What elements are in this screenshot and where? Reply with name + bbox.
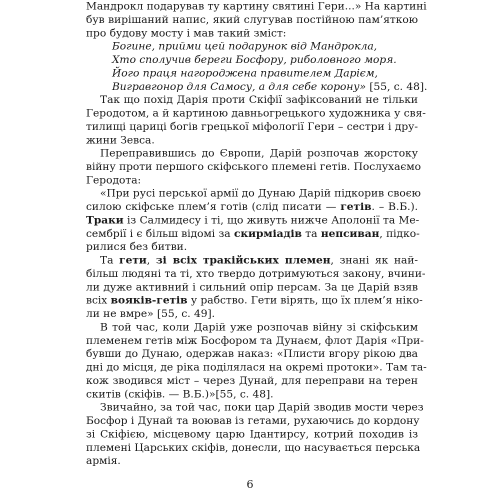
bold-term: скирміадів [234,228,302,240]
text-line: війну проти першого скіфського племені гетів. Послухаємо [86,161,421,173]
text-line: всіх вояків-гетів у рабство. Гети вірять, що їх плем’я ніко- [86,295,423,307]
text-line: сембрії і є більш відомі за скирміадів та непсиван, підко- [86,228,420,240]
bold-term: зі всіх тракійських племен [155,254,331,267]
bold-term: непсиван [320,228,380,240]
verse-line: Хто сполучив береги Босфору, риболовного моря. [112,54,397,66]
bold-term: вояків-гетів [110,295,188,307]
text-line: племенем гетів між Босфором та Дунаєм, флот Дарія «При- [86,335,424,347]
verse-line: Його праця нагороджена правителем Дарієм, [112,67,378,80]
text-line: рилися без битви. [86,241,188,254]
text-line: Геродотом, а й картиною давньогрецького художника у свя- [86,107,426,120]
text-line: Так що похід Дарія проти Скіфії зафіксований не тільки [100,94,418,107]
text-line: зі Скіфією, місцевому царю Ідантирсу, котрий походив із [86,428,418,441]
text-line: ли дуже активний і сильний опір персам. За це Дарій взяв [86,281,418,294]
text-line: армія. [86,455,121,467]
text-line: Геродота: [86,174,142,187]
text-line: Траки із Салмидесу і ті, що живуть нижче Аполонії та Ме- [86,214,420,227]
bold-term: гети [119,254,147,267]
page-number: 6 [246,478,254,491]
bold-term: гетів [340,201,372,213]
text-line: силою скіфське плем’я готів (слід писати — гетів. – В.Б.). [86,201,418,213]
text-line: Та гети, зі всіх тракійських племен, знані як най- [100,254,418,267]
citation: [55, с. 48]. [369,81,428,93]
text-line: був вирішаний напис, який слугував постійною пам’яткою [86,14,418,26]
text-line: дні до місця, де ріка поділялася на окремі протоки». Там та- [86,361,427,374]
verse-line: Вигравгонор для Самосу, а для себе корону» [55, с. 48]. [112,81,428,93]
bold-term: Траки [86,214,124,227]
text-line: ли не вмре» [55, с. 49]. [86,308,215,320]
text-line: Переправившись до Європи, Дарій розпочав жорстоку [100,148,418,160]
text-line: племені Царських скіфів, донесли, що насувається перська [86,442,421,454]
text-line: тилищі цариці богів грецької міфології Гери – сестри і дру- [86,121,418,133]
text-line: більш людяні та ті, хто твердо дотримуються закону, вчини- [86,268,426,280]
text-line: кож зводився міст – через Дунай, для переправи на терен [86,375,418,387]
verse-line: Богине, прийми цей подарунок від Мандрокла, [112,41,378,53]
text-line: Звичайно, за той час, поки цар Дарій зводив мости через [100,402,424,414]
text-line: Босфор і Дунай та воював із гетами, рухаючись до кордону [86,415,420,427]
text-line: бувши до Дунаю, одержав наказ: «Плисти вгору рікою два [86,348,418,361]
text-line: про будову мосту і мав такий зміст: [86,27,287,40]
text-line: жини Зевса. [86,134,155,147]
text-line: скитів (скіфів. — В.Б.)»[55, с. 48]. [86,388,274,401]
text-line: «При русі перської армії до Дунаю Дарій підкорив своєю [100,188,421,200]
citation: [55, с. 49]. [156,308,215,320]
text-line: Мандрокл подарував ту картину святині Гери...» На картині [86,0,427,13]
text-line: В той час, коли Дарій уже розпочав війну зі скіфським [100,321,418,334]
